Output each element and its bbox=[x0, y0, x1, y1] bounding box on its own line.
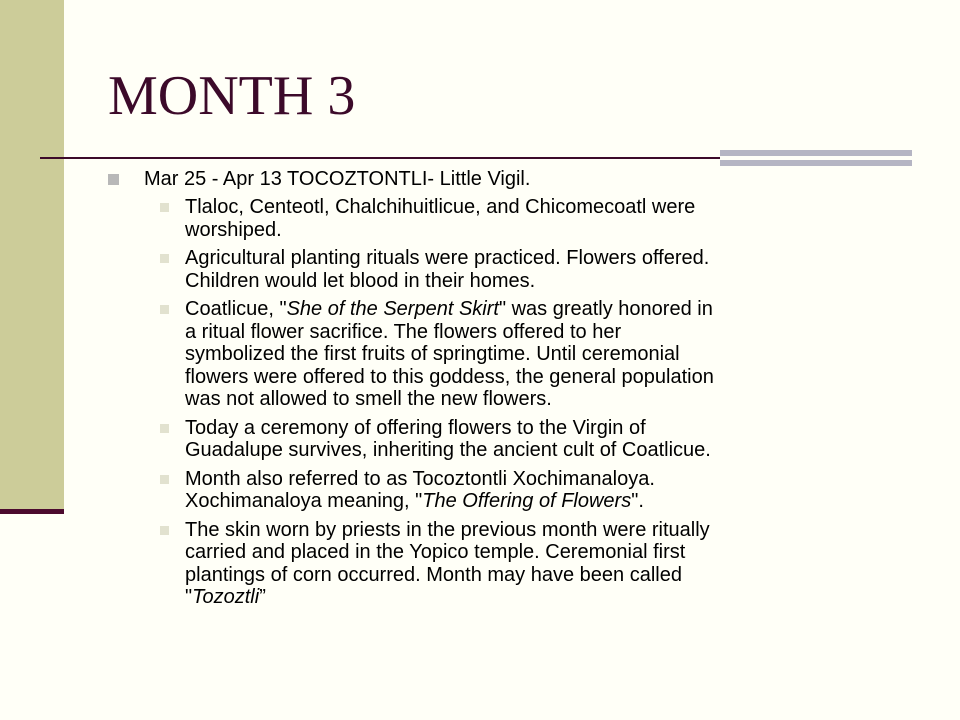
square-bullet-icon bbox=[160, 424, 169, 433]
left-accent-bar bbox=[0, 509, 64, 514]
sub-bullet-item bbox=[108, 196, 908, 241]
main-bullet-text: Mar 25 - Apr 13 TOCOZTONTLI- Little Vigil. bbox=[144, 168, 531, 190]
bullet-text-line bbox=[185, 586, 908, 609]
italic-quote: She of the Serpent Skirt bbox=[286, 298, 499, 320]
bullet-text-line bbox=[185, 490, 908, 513]
sub-bullet-item bbox=[108, 298, 908, 411]
bullet-text-line: Agricultural planting rituals were practiced. Flowers offered. bbox=[185, 247, 710, 269]
text-run: ". bbox=[631, 490, 644, 512]
bullet-text-line: Tlaloc, Centeotl, Chalchihuitlicue, and Chicomecoatl were bbox=[185, 196, 696, 218]
bullet-text-line: a ritual flower sacrifice. The flowers offered to her bbox=[185, 320, 622, 343]
square-bullet-icon bbox=[160, 254, 169, 263]
left-decorative-band bbox=[0, 0, 64, 512]
bullet-text-line: Today a ceremony of offering flowers to the Virgin of bbox=[185, 416, 646, 439]
bullet-text-line: flowers were offered to this goddess, the general population bbox=[185, 365, 714, 388]
text-run: " bbox=[185, 586, 193, 608]
slide-content bbox=[108, 168, 908, 615]
square-bullet-icon bbox=[160, 475, 169, 484]
bullet-text-line: The skin worn by priests in the previous month were ritually bbox=[185, 518, 710, 541]
sub-bullet-item bbox=[108, 247, 908, 292]
italic-quote: The Offering of Flowers bbox=[422, 490, 632, 512]
sub-bullet-list bbox=[108, 196, 908, 609]
italic-quote: Tozoztli bbox=[192, 586, 260, 608]
title-divider bbox=[40, 157, 720, 159]
text-run: Xochimanaloya meaning, " bbox=[185, 490, 423, 512]
bullet-text-line bbox=[185, 298, 908, 321]
square-bullet-icon bbox=[160, 305, 169, 314]
sub-bullet-item bbox=[108, 519, 908, 609]
slide-title: MONTH 3 bbox=[108, 65, 356, 127]
bullet-text-line: Month also referred to as Tocoztontli Xochimanaloya. bbox=[185, 467, 655, 490]
main-bullet-item bbox=[108, 168, 908, 190]
text-run: Coatlicue, " bbox=[185, 298, 287, 320]
square-bullet-icon bbox=[160, 526, 169, 535]
bullet-text-line: Children would let blood in their homes. bbox=[185, 269, 536, 292]
bullet-text-line: worshiped. bbox=[185, 218, 282, 241]
bullet-text-line: symbolized the first fruits of springtime. Until ceremonial bbox=[185, 343, 680, 365]
sub-bullet-item bbox=[108, 417, 908, 462]
bullet-text-line: Guadalupe survives, inheriting the ancient cult of Coatlicue. bbox=[185, 439, 711, 461]
text-run: ” bbox=[259, 586, 266, 608]
bullet-text-line: plantings of corn occurred. Month may have been called bbox=[185, 563, 682, 586]
bullet-text-line: was not allowed to smell the new flowers. bbox=[185, 388, 552, 410]
title-divider-accent bbox=[720, 150, 912, 166]
sub-bullet-item bbox=[108, 468, 908, 513]
square-bullet-icon bbox=[108, 174, 119, 185]
bullet-text-line: carried and placed in the Yopico temple. Ceremonial first bbox=[185, 541, 686, 563]
square-bullet-icon bbox=[160, 203, 169, 212]
text-run: " was greatly honored in bbox=[498, 298, 713, 320]
